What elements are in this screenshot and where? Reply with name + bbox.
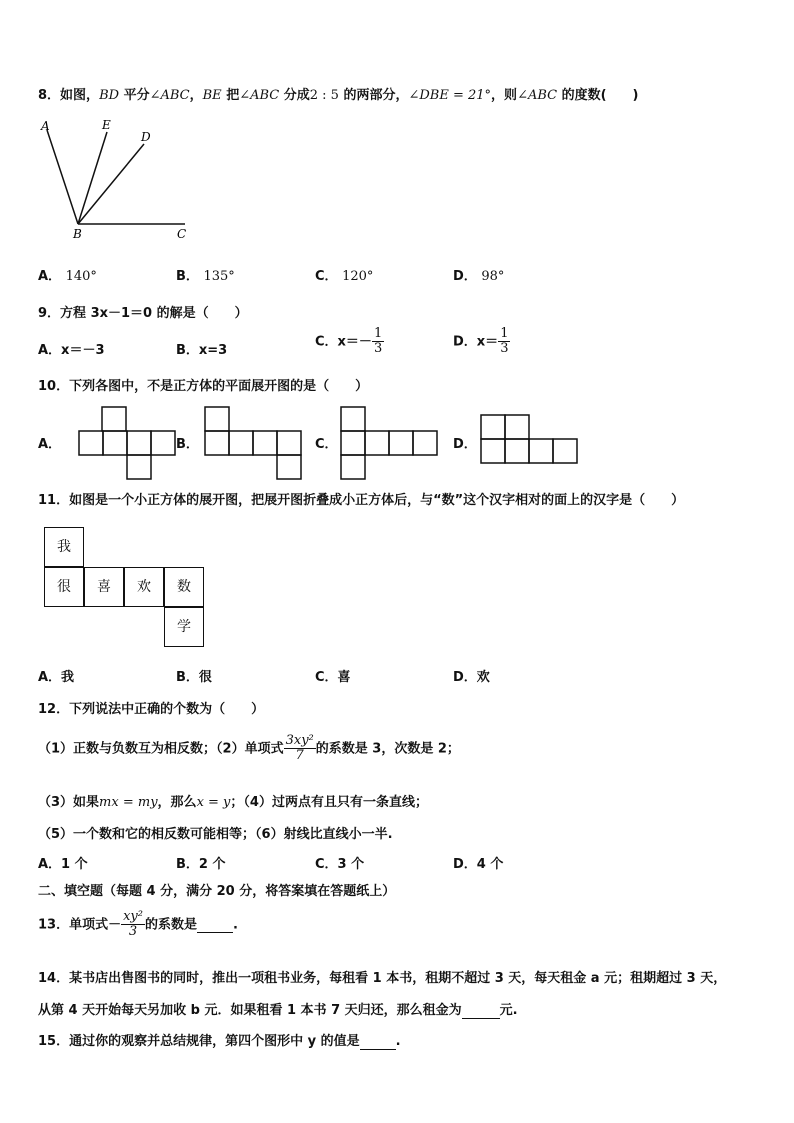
q10-net-b [204,406,304,480]
q12-statement-1-2: （1）正数与负数互为相反数；（2）单项式 $\frac{\text{3xy²}}{7}$ 的系数是 3，次数是 2； [38,733,460,764]
q10-net-d [480,414,580,466]
q8-option-d[interactable]: D． 98° [453,269,505,284]
q11-option-d[interactable]: D．欢 [453,670,490,685]
fraction: $\frac{\text{3xy²}}{7}$ [285,733,314,764]
q9-option-d[interactable]: D．x＝ $\frac{1}{3}$ [453,326,509,357]
q13-stem: 13．单项式－ $\frac{\text{xy²}}{3}$ 的系数是 . [38,909,238,940]
q10-net-a [78,406,178,480]
q9-stem: 9．方程 3x－1＝0 的解是（ ） [38,306,248,321]
q8-option-a[interactable]: A． 140° [38,269,97,284]
q8-option-c[interactable]: C． 120° [315,269,374,284]
q11-option-a[interactable]: A．我 [38,670,75,685]
net-cell-shu: 数 [164,567,204,607]
q11-stem: 11．如图是一个小正方体的展开图，把展开图折叠成小正方体后，与“数”这个汉字相对的面上的汉字是（ ） [38,493,685,508]
section-heading: 二、填空题（每题 4 分，满分 20 分，将答案填在答题纸上） [38,884,396,899]
ray-be [78,132,107,224]
q15-stem: 15．通过你的观察并总结规律，第四个图形中 y 的值是 . [38,1034,401,1049]
label-a: A [41,119,50,133]
q12-statement-3-4: （3）如果mx = my，那么x = y；（4）过两点有且只有一条直线； [38,795,428,810]
answer-blank[interactable] [462,1003,500,1019]
q11-option-c[interactable]: C．喜 [315,670,351,685]
q10-stem: 10．下列各图中，不是正方体的平面展开图的是（ ） [38,379,369,394]
q10-net-c [340,406,440,480]
q14-line-2: 从第 4 天开始每天另加收 b 元．如果租看 1 本书 7 天归还，那么租金为 元. [38,1003,518,1018]
q8-angle-figure [30,112,200,247]
label-c: C [177,227,187,241]
q10-label-c[interactable]: C． [315,437,338,452]
q14-line-1: 14．某书店出售图书的同时，推出一项租书业务，每租看 1 本书，租期不超过 3 天，每天租金 a 元；租期超过 3 天， [38,971,727,986]
net-cell-hen: 很 [44,567,84,607]
fraction: $\frac{1}{3}$ [373,326,383,357]
label-e: E [102,118,111,132]
q11-option-b[interactable]: B．很 [176,670,212,685]
q9-option-a[interactable]: A．x＝－3 [38,343,105,358]
q9-option-c[interactable]: C．x＝－ $\frac{1}{3}$ [315,326,383,357]
answer-blank[interactable] [360,1034,396,1050]
fraction: $\frac{\text{xy²}}{3}$ [123,909,143,940]
q10-label-b[interactable]: B． [176,437,199,452]
q10-label-a[interactable]: A． [38,437,62,452]
q12-option-a[interactable]: A．1 个 [38,857,88,872]
label-b: B [73,227,82,241]
q12-option-c[interactable]: C．3 个 [315,857,365,872]
fraction: $\frac{1}{3}$ [500,326,509,357]
ray-ba [47,130,78,224]
q12-statement-5-6: （5）一个数和它的相反数可能相等；（6）射线比直线小一半. [38,827,393,842]
q9-option-b[interactable]: B．x=3 [176,343,228,358]
q12-stem: 12．下列说法中正确的个数为（ ） [38,702,265,717]
q8-stem: 8．如图，BD 平分∠ABC，BE 把∠ABC 分成2 : 5 的两部分，∠DBE = 21°，则∠ABC 的度数( ) [38,88,639,103]
q8-option-b[interactable]: B． 135° [176,269,235,284]
ray-bd [78,144,144,224]
answer-blank[interactable] [197,917,233,933]
q11-cube-net [44,527,208,647]
q10-label-d[interactable]: D． [453,437,477,452]
net-cell-huan: 欢 [124,567,164,607]
label-d: D [141,130,151,144]
net-cell-xue: 学 [164,607,204,647]
net-cell-wo: 我 [44,527,84,567]
q12-option-b[interactable]: B．2 个 [176,857,226,872]
q12-option-d[interactable]: D．4 个 [453,857,504,872]
net-cell-xi: 喜 [84,567,124,607]
